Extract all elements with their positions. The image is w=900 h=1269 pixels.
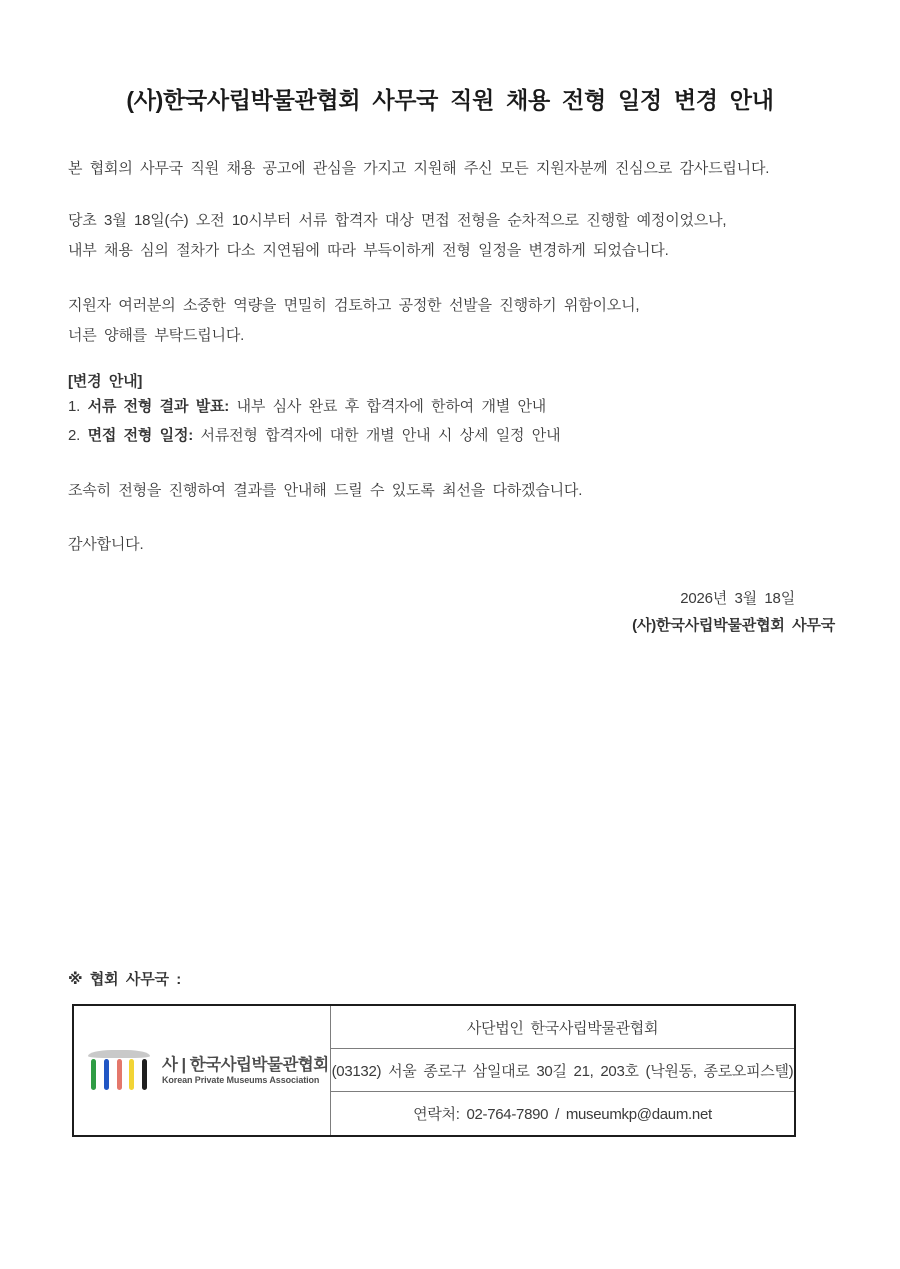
- logo-korean-name: 사 | 한국사립박물관협회: [162, 1055, 329, 1074]
- notice-item-2: [68, 421, 840, 451]
- thanks-paragraph: 감사합니다.: [68, 536, 144, 553]
- museum-roof-shape: [88, 1050, 150, 1058]
- column-bar-green: [91, 1059, 96, 1090]
- document-signature: (사)한국사립박물관협회 사무국: [632, 617, 835, 634]
- document-date: 2026년 3월 18일: [680, 590, 795, 607]
- item-text: 서류전형 합격자에 대한 개별 안내 시 상세 일정 안내: [193, 427, 561, 444]
- logo-cell: [74, 1006, 331, 1135]
- paragraph-line: 당초 3월 18일(수) 오전 10시부터 서류 합격자 대상 면접 전형을 순차적으로 진행할 예정이었으나,: [68, 212, 727, 229]
- notice-item-1: [68, 392, 840, 422]
- closing-paragraph: 조속히 전형을 진행하여 결과를 안내해 드릴 수 있도록 최선을 다하겠습니다.: [68, 482, 583, 499]
- item-label: 서류 전형 결과 발표:: [87, 398, 230, 415]
- page-title: (사)한국사립박물관협회 사무국 직원 채용 전형 일정 변경 안내: [126, 87, 774, 113]
- schedule-change-paragraph: [68, 206, 840, 266]
- column-bar-black: [142, 1059, 147, 1090]
- notice-section-header: [변경 안내]: [68, 373, 143, 390]
- table-row-address: (03132) 서울 종로구 삼일대로 30길 21, 203호 (낙원동, 종로오피스텔): [331, 1049, 794, 1092]
- association-logo: [88, 1050, 329, 1092]
- table-row-org-name: 사단법인 한국사립박물관협회: [331, 1006, 794, 1049]
- item-number: 1.: [68, 398, 88, 415]
- museum-columns: [91, 1059, 147, 1090]
- contact-info-table: [72, 1004, 796, 1137]
- table-row-contact: 연락처: 02-764-7890 / museumkp@daum.net: [413, 1106, 712, 1123]
- item-text: 내부 심사 완료 후 합격자에 한하여 개별 안내: [229, 398, 547, 415]
- column-bar-yellow: [129, 1059, 134, 1090]
- paragraph-line: 너른 양해를 부탁드립니다.: [68, 327, 245, 344]
- museum-columns-icon: [88, 1050, 150, 1092]
- column-bar-blue: [104, 1059, 109, 1090]
- intro-paragraph: 본 협회의 사무국 직원 채용 공고에 관심을 가지고 지원해 주신 모든 지원자분께 진심으로 감사드립니다.: [68, 160, 770, 177]
- item-label: 면접 전형 일정:: [87, 427, 194, 444]
- footer-office-label: ※ 협회 사무국 :: [68, 971, 182, 988]
- item-number: 2.: [68, 427, 88, 444]
- column-bar-coral: [117, 1059, 122, 1090]
- paragraph-line: 지원자 여러분의 소중한 역량을 면밀히 검토하고 공정한 선발을 진행하기 위함이오니,: [68, 297, 640, 314]
- apology-paragraph: [68, 291, 840, 351]
- logo-text: [162, 1056, 329, 1086]
- logo-english-name: Korean Private Museums Association: [162, 1074, 320, 1085]
- paragraph-line: 내부 채용 심의 절차가 다소 지연됨에 따라 부득이하게 전형 일정을 변경하게 되었습니다.: [68, 242, 669, 259]
